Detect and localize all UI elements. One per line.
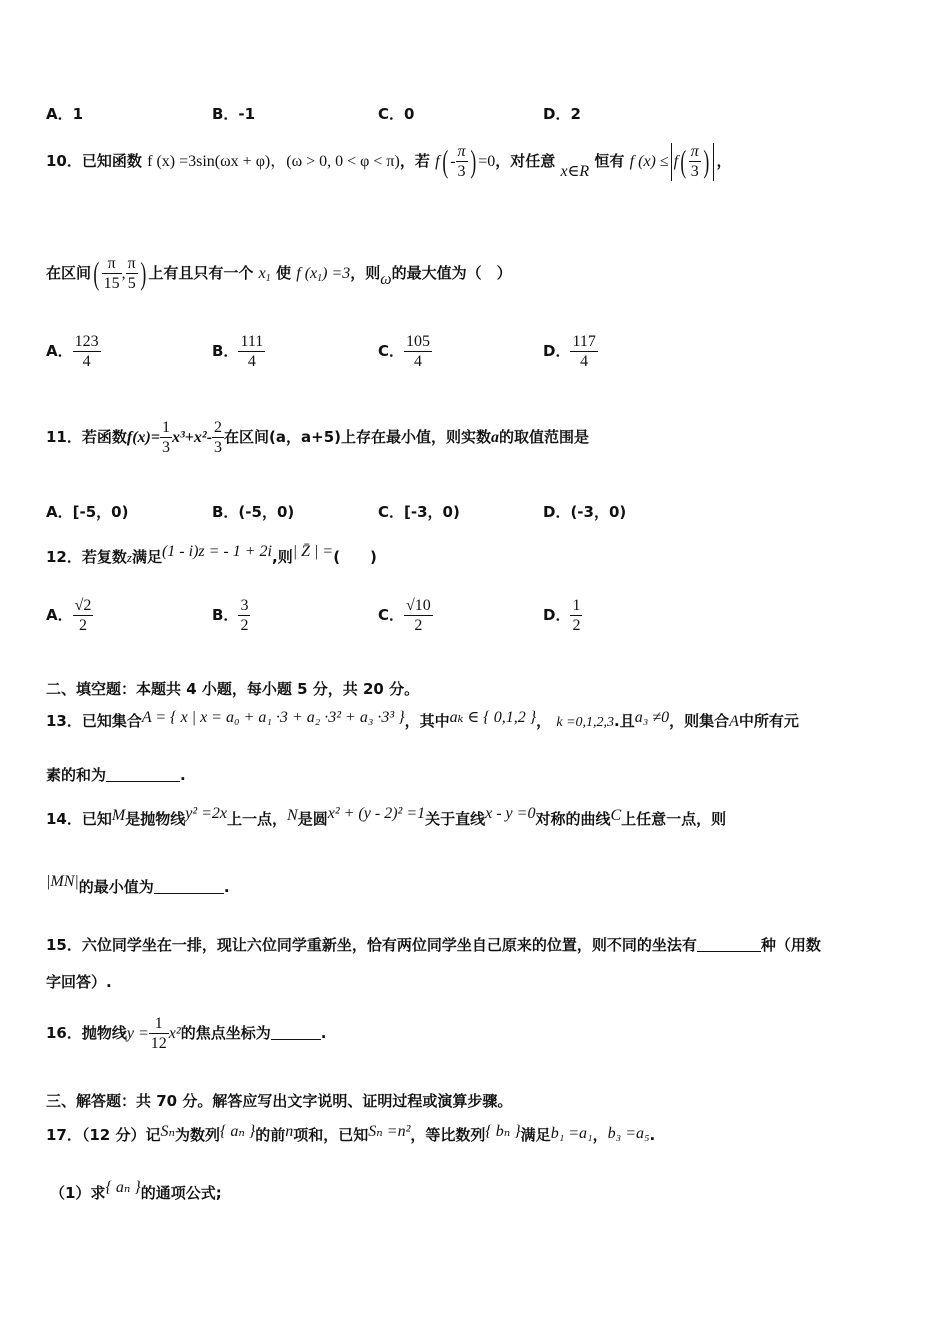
num: 111 [240,333,264,350]
num: 3 [240,597,249,614]
q14-text: 对称的曲线 [535,810,611,828]
q10-text: 的最大值为（ ） [391,264,512,282]
q14-line1 [46,805,727,829]
q14-end: . [223,878,230,896]
q16-y: y = [126,1025,149,1042]
q14-mn: |MN| [46,873,79,890]
num: 1 [572,597,581,614]
q13-a3: a₃ ≠0 [634,709,670,726]
q11-option-c: C．[-3，0) [378,503,460,521]
q15-number: 15． [46,936,82,954]
q12-option-a [46,596,93,635]
q14-text: 已知 [81,810,112,828]
abs-bar [713,143,714,181]
q9-option-b: B．-1 [212,105,256,123]
fraction [73,332,101,371]
q10-text: 上有且只有一个 [148,264,254,282]
paren-left: ( [441,143,448,179]
q17-an: { aₙ } [219,1123,256,1140]
label: B． [212,606,239,624]
q13-set: A = { x | x = a₀ + a₁ ·3 + a₂ ·3² + a₃ ·3³ } [141,709,405,726]
q12-text: 满足 [131,548,162,566]
q12-line [46,543,377,567]
q13-text: .且 [614,712,635,730]
q14-text: 是抛物线 [125,810,186,828]
paren-right: ) [703,143,710,179]
q14-line2 [46,873,230,897]
q10-function: f (x) =3sin(ωx + φ) [147,153,271,170]
q12-absz: | Z̄ | = [292,543,334,560]
q10-line1 [46,142,731,181]
answer-blank[interactable] [271,1025,321,1040]
q16-text: 的焦点坐标为 [180,1024,271,1042]
q10-text: ，对任意 [495,152,556,170]
q11-text: 在区间(a，a+5)上存在最小值，则实数 [224,428,492,446]
den: 3 [162,439,170,456]
q9-option-d: D．2 [543,105,581,123]
q10-line2 [46,254,512,293]
q12-text: 若复数 [81,548,127,566]
q13-text: 中所有元 [738,712,799,730]
q17-bn: { bₙ } [485,1123,521,1140]
q12-option-d [543,596,582,635]
comma: , [121,265,126,282]
q11-option-b: B．(-5，0) [212,503,295,521]
q10-f: f [435,153,440,170]
den: 4 [580,353,589,370]
q16-line [46,1014,326,1053]
den: 4 [414,353,423,370]
q17-line [46,1124,655,1145]
q17-text: 满足 [520,1126,551,1144]
paren-left: ( [93,255,100,291]
frac-num: π [102,254,122,274]
q14-text: 关于直线 [425,810,486,828]
den: 2 [240,617,249,634]
q10-text: 恒有 [594,152,625,170]
paren-left: ( [680,143,687,179]
q17-text: ，等比数列 [410,1126,486,1144]
q17-end: . [649,1126,656,1144]
fraction [238,596,250,635]
den: 4 [247,353,256,370]
num: √2 [74,597,92,614]
q16-x2: x² [168,1025,181,1042]
q16-fraction [149,1014,169,1053]
x1-sub: 1 [265,273,271,284]
q17-text: 项和，已知 [293,1126,369,1144]
q17-Sn-eq: Sₙ =n² [368,1123,411,1140]
q11-frac2 [212,418,224,457]
fraction [73,596,94,635]
q12-text: ( ) [333,548,377,566]
q14-circle: x² + (y - 2)² =1 [327,805,426,822]
q14-text: 是圆 [297,810,328,828]
q13-text: 已知集合 [81,712,142,730]
fraction [238,332,265,371]
q17-b3: b₃ =a₅ [607,1125,650,1142]
q15-line1 [46,934,821,955]
q17-n: n [285,1123,294,1140]
q10-option-c [378,332,432,371]
frac-den: 3 [690,163,699,180]
q17-text: 的前 [255,1126,286,1144]
answer-blank[interactable] [154,879,224,894]
answer-blank[interactable] [697,937,761,952]
q17-number: 17． [46,1126,82,1144]
answer-blank[interactable] [106,767,180,782]
q11-fx: f(x)= [126,429,160,446]
q12-text: ,则 [272,548,293,566]
label: C． [378,606,405,624]
q13-k: k =0,1,2,3 [556,715,615,730]
q15-line2: 字回答）. [46,973,112,991]
q10-f: f [673,153,679,170]
q10-interval-right [126,254,138,293]
abs-bar [671,143,672,181]
frac-num: π [690,143,699,160]
q14-number: 14． [46,810,82,828]
q14-M: M [111,807,126,824]
q17-part1-an: { aₙ } [105,1179,141,1196]
q14-line: x - y =0 [485,805,536,822]
num: 2 [214,419,223,436]
frac-num: π [127,255,136,272]
x1: x [258,265,266,282]
fraction [404,332,432,371]
section2-heading: 二、填空题：本题共 4 小题，每小题 5 分，共 20 分。 [46,680,420,698]
q10-fx-le: f (x) ≤ [629,153,669,170]
q12-option-b [212,596,250,635]
q16-number: 16． [46,1024,82,1042]
q10-text: 已知函数 [81,152,142,170]
label: D． [543,606,571,624]
q14-N: N [287,807,298,824]
fraction [570,596,582,635]
q10-option-b [212,332,265,371]
q17-part1 [50,1179,222,1203]
q13-text: ，则集合 [669,712,730,730]
q10-x1 [259,265,271,282]
q13-A: A [729,713,739,730]
q12-option-c [378,596,433,635]
fx1: f (x [296,265,318,282]
q11-mid: x³+x²- [172,429,213,446]
den: 2 [572,617,581,634]
q14-text: 上一点， [227,810,288,828]
q12-equation: (1 - i)z = - 1 + 2i [161,543,272,560]
den: 12 [150,1035,167,1052]
num: √10 [406,597,431,614]
q11-option-a: A．[-5，0) [46,503,129,521]
q11-number: 11． [46,428,82,446]
q13-end: . [180,766,186,784]
den: 4 [82,353,91,370]
section3-heading: 三、解答题：共 70 分。解答应写出文字说明、证明过程或演算步骤。 [46,1092,513,1110]
q15-text: 种（用数 [760,936,821,954]
q10-interval-left [102,254,122,293]
frac-den: 3 [457,163,466,180]
q10-option-a [46,332,101,371]
q14-C: C [610,807,622,824]
den: 3 [214,439,223,456]
den: 2 [79,617,87,634]
num: 123 [74,333,99,350]
q11-option-d: D．(-3，0) [543,503,627,521]
fx1-end: ) =3 [322,265,351,282]
q14-parabola: y² =2x [185,805,228,822]
q17-b1: b₁ =a₁ [550,1125,593,1142]
q10-text: ，则 [350,264,381,282]
fraction [570,332,597,371]
q11-text: 若函数 [81,428,127,446]
q14-text: 的最小值为 [78,878,154,896]
q17-Sn: Sₙ [160,1123,175,1140]
q10-text: ，若 [399,152,430,170]
q17-part1-label: （1）求 [50,1184,106,1202]
frac-num: π [457,143,466,160]
num: 1 [162,419,170,436]
q10-condition: ，(ω > 0, 0 < φ < π) [270,153,400,170]
den: 2 [414,617,423,634]
q12-z: z [126,550,132,565]
q10-option-d [543,332,598,371]
q10-xr: x∈R [560,163,590,180]
q13-line2 [46,764,186,785]
frac-den: 15 [103,275,120,292]
q10-omega: ω [380,271,392,288]
q10-text: 使 [276,264,292,282]
label: B． [212,342,239,360]
q10-text: ， [716,152,732,170]
frac-den: 5 [127,275,136,292]
q10-fx1 [296,265,350,282]
label: D． [543,342,571,360]
q10-text: 在区间 [46,264,92,282]
num: 105 [406,333,431,350]
q10-fraction-pi3b [689,142,701,181]
label: A． [46,606,73,624]
q10-fraction-pi3 [456,142,468,181]
x1-sub: 1 [317,273,323,284]
q16-text: 抛物线 [81,1024,127,1042]
q13-number: 13． [46,712,82,730]
q9-option-c: C．0 [378,105,415,123]
paren-right: ) [140,255,147,291]
q15-text: 六位同学坐在一排，现让六位同学重新坐，恰有两位同学坐自己原来的位置，则不同的坐法有 [81,936,697,954]
minus: - [450,153,456,170]
q16-end: . [320,1024,327,1042]
q11-text: 的取值范围是 [499,428,590,446]
q11-frac1 [160,418,172,457]
q13-text: ，其中 [404,712,450,730]
num: 1 [149,1014,169,1034]
num: 117 [572,333,596,350]
q17-score: （12 分）记 [81,1126,161,1144]
q12-number: 12． [46,548,82,566]
q13-text: ， [536,712,552,730]
q9-option-a: A．1 [46,105,84,123]
label: C． [378,342,405,360]
q10-number: 10． [46,152,82,170]
fraction [404,596,433,635]
q11-a: a [491,429,500,446]
q17-text: ， [592,1126,608,1144]
q17-part1-text: 的通项公式; [140,1184,222,1202]
label: A． [46,342,73,360]
q10-eq0: =0 [478,153,496,170]
q11-line [46,418,589,457]
q14-text: 上任意一点，则 [621,810,727,828]
q13-ak: aₖ ∈ { 0,1,2 } [449,709,537,726]
q17-text: 为数列 [174,1126,220,1144]
paren-right: ) [469,143,476,179]
q13-line1 [46,710,799,731]
q13-text: 素的和为 [46,766,107,784]
